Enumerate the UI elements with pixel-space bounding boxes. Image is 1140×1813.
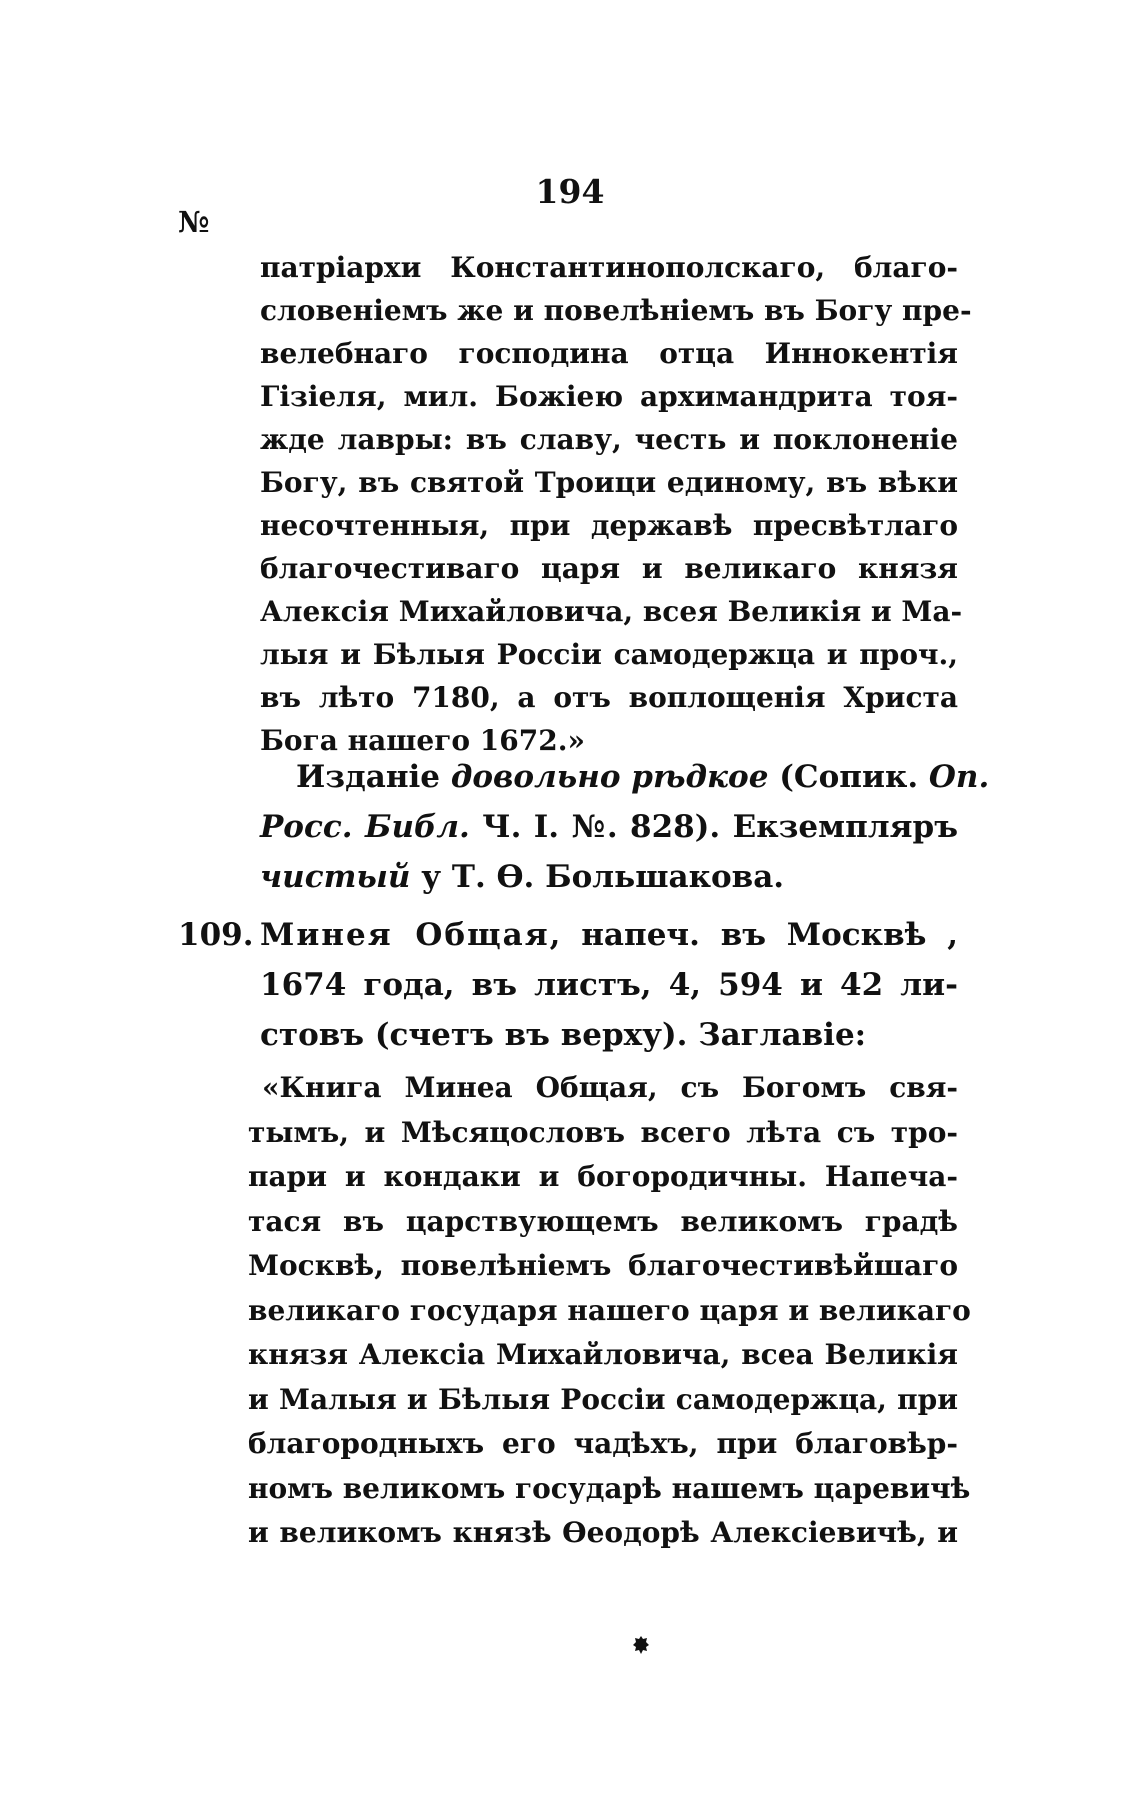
text-line: благочестиваго царя и великаго князя <box>260 552 958 585</box>
text-line: и великомъ князѣ Ѳеодорѣ Алексіевичѣ, и <box>248 1516 958 1549</box>
italic-text-run: чистый <box>260 859 411 895</box>
text-line: благородныхъ его чадѣхъ, при благовѣр- <box>248 1427 958 1460</box>
text-run: у Т. Ѳ. Большакова. <box>410 859 785 895</box>
text-line: Москвѣ, повелѣніемъ благочестивѣйшаго <box>248 1249 958 1282</box>
text-line: номъ великомъ государѣ нашемъ царевичѣ <box>248 1471 971 1505</box>
entry-title: Минея Общая <box>260 917 550 953</box>
text-line: и Малыя и Бѣлыя Россіи самодержца, при <box>248 1382 958 1416</box>
text-line: велебнаго господина отца Иннокентія <box>260 337 958 370</box>
text-line: «Книга Минеа Общая, съ Богомъ свя- <box>262 1071 958 1104</box>
text-line: патріархи Константинополскаго, благо- <box>260 251 958 284</box>
text-line: Бога нашего 1672.» <box>260 724 585 757</box>
text-line: жде лавры: въ славу, честь и поклоненіе <box>260 423 958 456</box>
page-number: 194 <box>535 172 605 211</box>
text-line: 1674 года, въ листъ, 4, 594 и 42 ли- <box>260 967 958 1003</box>
entry-description-paragraph <box>260 910 958 1060</box>
text-run: , напеч. въ Москвѣ , <box>549 917 958 953</box>
text-line: лыя и Бѣлыя Россіи самодержца и проч., <box>260 638 958 671</box>
text-line: Богу, въ святой Троици единому, въ вѣки <box>260 466 958 499</box>
text-line: тася въ царствующемъ великомъ градѣ <box>248 1204 958 1238</box>
text-line: въ лѣто 7180, а отъ воплощенія Христа <box>260 681 958 714</box>
text-line <box>260 852 958 902</box>
text-run: Ч. I. №. 828). Екземпляръ <box>469 809 958 845</box>
text-line: пари и кондаки и богородичны. Напеча- <box>248 1160 958 1193</box>
text-line <box>260 752 990 802</box>
text-line: Гізіеля, мил. Божіею архимандрита тоя- <box>260 380 958 413</box>
text-line: Алексія Михайловича, всея Великія и Ма- <box>260 595 963 628</box>
text-run: (Сопик. <box>768 759 929 795</box>
text-line: несочтенныя, при державѣ пресвѣтлаго <box>260 509 958 542</box>
text-line: словеніемъ же и повелѣніемъ въ Богу пре- <box>260 294 972 327</box>
ink-blot-icon <box>633 1636 649 1654</box>
text-line: князя Алексіа Михайловича, всеа Великія <box>248 1338 958 1371</box>
quote-continuation-paragraph <box>260 246 972 762</box>
italic-text-run: довольно рѣдкое <box>450 759 769 795</box>
text-line: стовъ (счетъ въ верху). Заглавіе: <box>260 1017 867 1053</box>
text-run: Изданіе <box>296 759 451 795</box>
title-quote-paragraph <box>248 1066 971 1556</box>
entry-number: 109. <box>178 917 254 953</box>
italic-text-run: Росс. Библ. <box>260 809 470 845</box>
margin-number-sign: № <box>178 205 210 239</box>
text-line <box>260 802 958 852</box>
italic-text-run: Оп. <box>928 759 990 795</box>
text-line: великаго государя нашего царя и великаго <box>248 1293 971 1327</box>
text-line: тымъ, и Мѣсяцословъ всего лѣта съ тро- <box>248 1115 958 1149</box>
bibliographic-note-paragraph <box>260 752 990 902</box>
text-line <box>260 910 958 960</box>
